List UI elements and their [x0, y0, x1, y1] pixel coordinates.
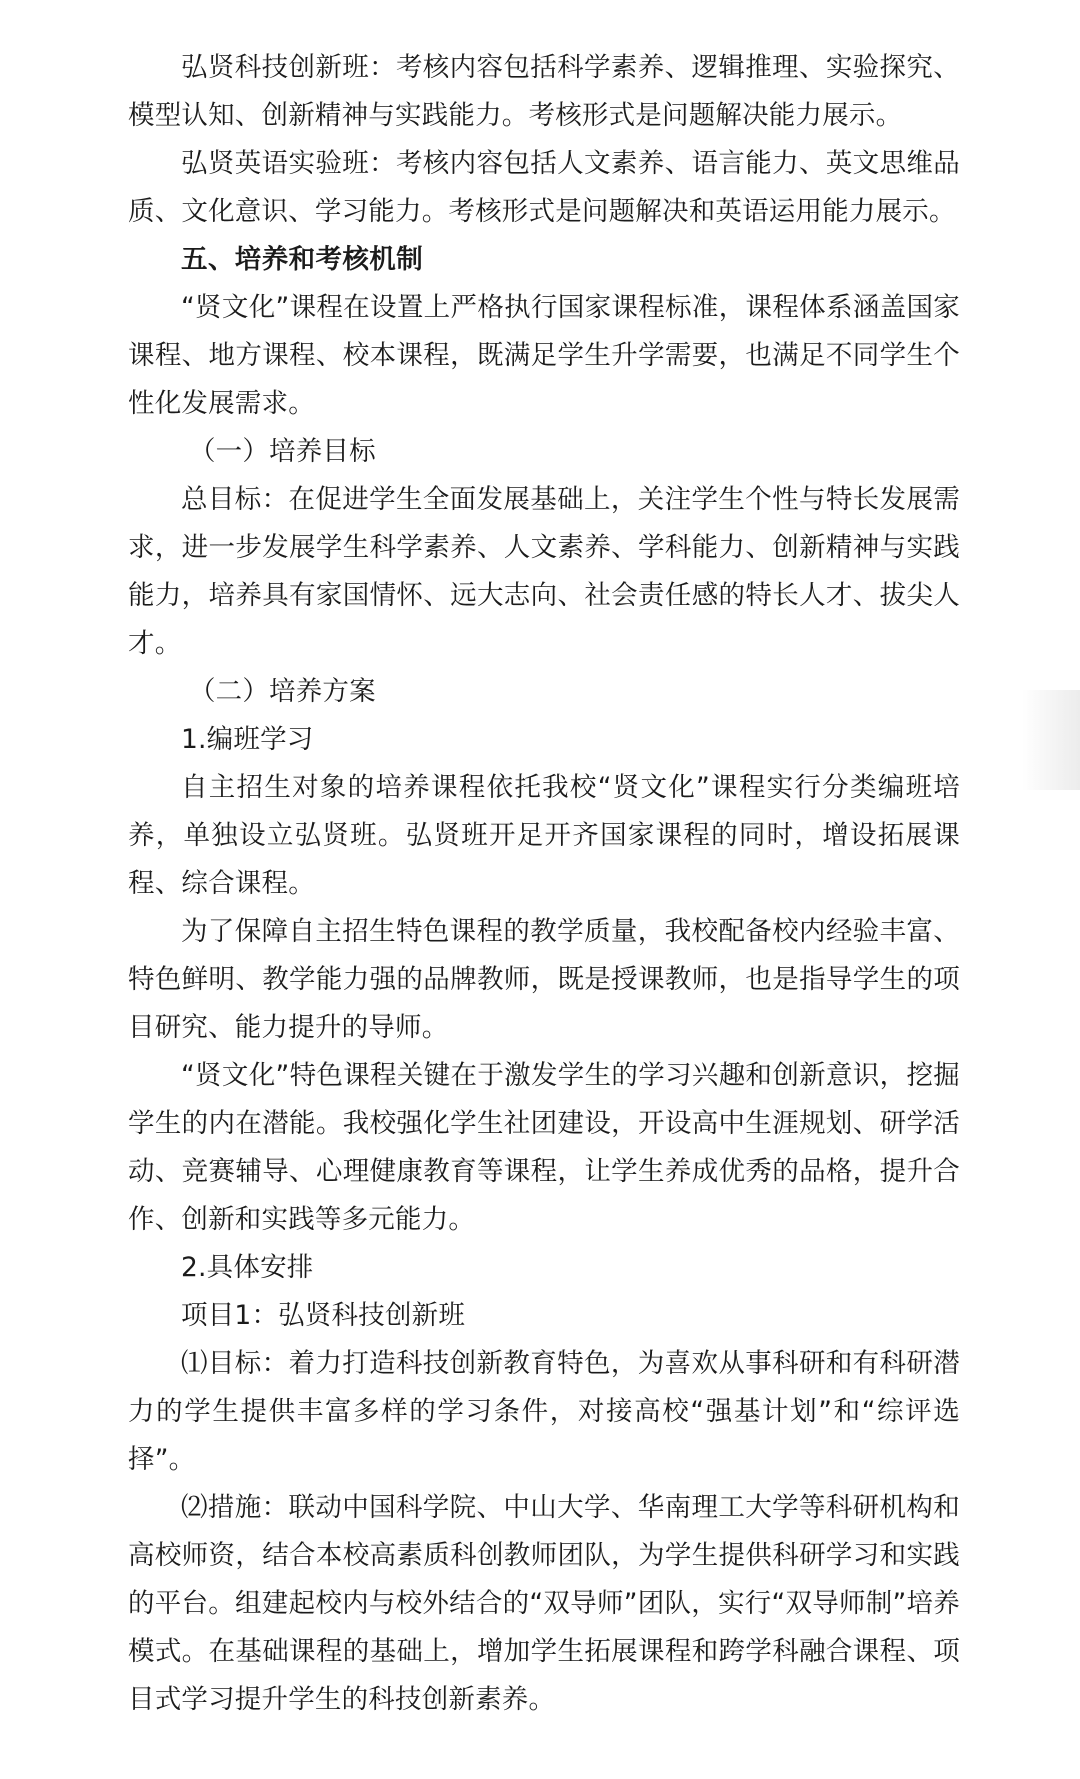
paragraph-tech-class-assessment: 弘贤科技创新班：考核内容包括科学素养、逻辑推理、实验探究、模型认知、创新精神与实践能力。考核形式是问题解决能力展示。: [128, 52, 960, 131]
subheading-training-plan: （二）培养方案: [188, 676, 376, 707]
subheading-class-grouping: 1.编班学习: [181, 724, 314, 755]
paragraph-characteristic-course: “贤文化”特色课程关键在于激发学生的学习兴趣和创新意识，挖掘学生的内在潜能。我校强化学生社团建设，开设高中生涯规划、研学活动、竞赛辅导、心理健康教育等课程，让学生养成优秀的品格，提升合作、创新和实践等多元能力。: [128, 1060, 960, 1235]
subheading-specific-arrangement: 2.具体安排: [181, 1252, 314, 1283]
paragraph-english-class-assessment: 弘贤英语实验班：考核内容包括人文素养、语言能力、英文思维品质、文化意识、学习能力。考核形式是问题解决和英语运用能力展示。: [128, 148, 960, 227]
subheading-training-goal: （一）培养目标: [188, 436, 376, 467]
document-body: [128, 44, 960, 1724]
section-heading: 五、培养和考核机制: [181, 244, 424, 275]
paragraph-class-grouping: 自主招生对象的培养课程依托我校“贤文化”课程实行分类编班培养，单独设立弘贤班。弘贤班开足开齐国家课程的同时，增设拓展课程、综合课程。: [128, 772, 960, 899]
paragraph-project-measures: ⑵措施：联动中国科学院、中山大学、华南理工大学等科研机构和高校师资，结合本校高素质科创教师团队，为学生提供科研学习和实践的平台。组建起校内与校外结合的“双导师”团队，实行“双导师制”培养模式。在基础课程的基础上，增加学生拓展课程和跨学科融合课程、项目式学习提升学生的科技创新素养。: [128, 1492, 960, 1715]
paragraph-overall-goal: 总目标：在促进学生全面发展基础上，关注学生个性与特长发展需求，进一步发展学生科学素养、人文素养、学科能力、创新精神与实践能力，培养具有家国情怀、远大志向、社会责任感的特长人才、拔尖人才。: [128, 484, 960, 659]
subheading-project-1: 项目1：弘贤科技创新班: [181, 1300, 466, 1331]
paragraph-project-goal: ⑴目标：着力打造科技创新教育特色，为喜欢从事科研和有科研潜力的学生提供丰富多样的学习条件，对接高校“强基计划”和“综评选择”。: [128, 1348, 960, 1475]
paragraph-teacher-quality: 为了保障自主招生特色课程的教学质量，我校配备校内经验丰富、特色鲜明、教学能力强的品牌教师，既是授课教师，也是指导学生的项目研究、能力提升的导师。: [128, 916, 960, 1043]
page-edge-shadow: [1022, 690, 1080, 790]
paragraph-curriculum-overview: “贤文化”课程在设置上严格执行国家课程标准，课程体系涵盖国家课程、地方课程、校本课程，既满足学生升学需要，也满足不同学生个性化发展需求。: [128, 292, 960, 419]
